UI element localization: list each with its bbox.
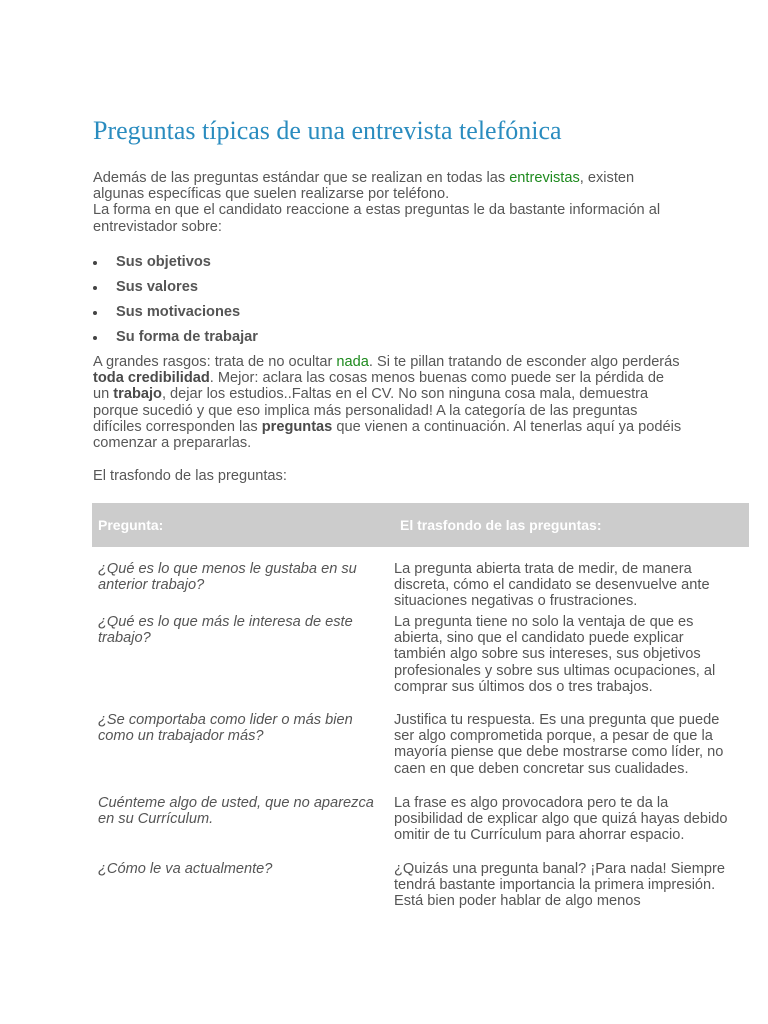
entrevistas-link[interactable]: entrevistas (509, 170, 580, 186)
advice-paragraph (93, 354, 683, 451)
bullet-icon (93, 261, 97, 265)
questions-table (92, 503, 749, 921)
list-item (93, 300, 258, 325)
bullet-icon (93, 336, 97, 340)
background-cell: Justifica tu respuesta. Es una pregunta que puede ser algo comprometida porque, a pesar de que la mayoría piense que debe mostrarse como líder, no caen en que deben concretar sus cualidades. (394, 712, 724, 777)
table-row (92, 795, 749, 861)
intro-text-1: Además de las preguntas estándar que se realizan en todas las (93, 170, 510, 186)
list-item-label: Su forma de trabajar (116, 329, 258, 345)
bullet-icon (93, 286, 97, 290)
credibilidad-bold: toda credibilidad (93, 370, 210, 387)
table-row (92, 547, 749, 614)
advice-text-c: . Mejor: aclara las cosas menos buenas como puede ser la pérdida de un (93, 370, 665, 403)
list-item (93, 250, 258, 275)
intro-paragraph (93, 170, 683, 235)
question-cell: ¿Qué es lo que más le interesa de este trabajo? (98, 614, 353, 647)
list-item (93, 325, 258, 350)
trabajo-bold: trabajo (113, 386, 162, 403)
nada-link[interactable]: nada (336, 354, 369, 370)
header-question: Pregunta: (98, 517, 164, 533)
table-intro: El trasfondo de las preguntas: (93, 468, 287, 484)
intro-text-2: , existen algunas específicas que suelen realizarse por teléfono. (93, 170, 635, 203)
advice-text-d: , dejar los estudios..Faltas en el CV. No son ninguna cosa mala, demuestra porque sucedió y que eso implica más personalidad! A la categoría de las preguntas difíciles corresponden las (93, 386, 649, 435)
page-title: Preguntas típicas de una entrevista telefónica (93, 116, 562, 145)
list-item-label: Sus valores (116, 279, 198, 295)
question-cell: ¿Qué es lo que menos le gustaba en su anterior trabajo? (98, 561, 357, 594)
list-item-label: Sus motivaciones (116, 304, 241, 320)
background-cell: La frase es algo provocadora pero te da la posibilidad de explicar algo que quizá hayas debido omitir de tu Currículum para ahorrar espacio. (394, 795, 728, 844)
question-cell: ¿Cómo le va actualmente? (98, 861, 273, 877)
table-row (92, 861, 749, 921)
background-cell: La pregunta tiene no solo la ventaja de que es abierta, sino que el candidato puede explicar también algo sobre sus intereses, sus objetivos profesionales y sobre sus ultimas ocupaciones, al comprar sus últimos dos o tres trabajos. (394, 614, 716, 695)
background-cell: ¿Quizás una pregunta banal? ¡Para nada! Siempre tendrá bastante importancia la primera impresión. Está bien poder hablar de algo menos (394, 861, 725, 910)
list-item-label: Sus objetivos (116, 254, 211, 270)
table-row (92, 614, 749, 712)
preguntas-bold: preguntas (261, 418, 333, 435)
table-header (92, 503, 749, 547)
advice-text-e: que vienen a continuación. Al tenerlas aquí ya podéis comenzar a prepararlas. (93, 418, 682, 452)
list-item (93, 275, 258, 300)
header-background: El trasfondo de las preguntas: (400, 517, 602, 533)
advice-text-a: A grandes rasgos: trata de no ocultar (93, 354, 337, 370)
bullet-icon (93, 311, 97, 315)
question-cell: ¿Se comportaba como lider o más bien como un trabajador más? (98, 712, 353, 745)
background-cell: La pregunta abierta trata de medir, de manera discreta, cómo el candidato se desenvuelve ante situaciones negativas o frustraciones. (394, 561, 710, 610)
question-cell: Cuénteme algo de usted, que no aparezca en su Currículum. (98, 795, 374, 828)
advice-text-b: . Si te pillan tratando de esconder algo perderás (368, 354, 680, 370)
intro-text-3: La forma en que el candidato reaccione a estas preguntas le da bastante información al entrevistador sobre: (93, 202, 661, 235)
table-row (92, 712, 749, 795)
topics-list (93, 250, 258, 350)
